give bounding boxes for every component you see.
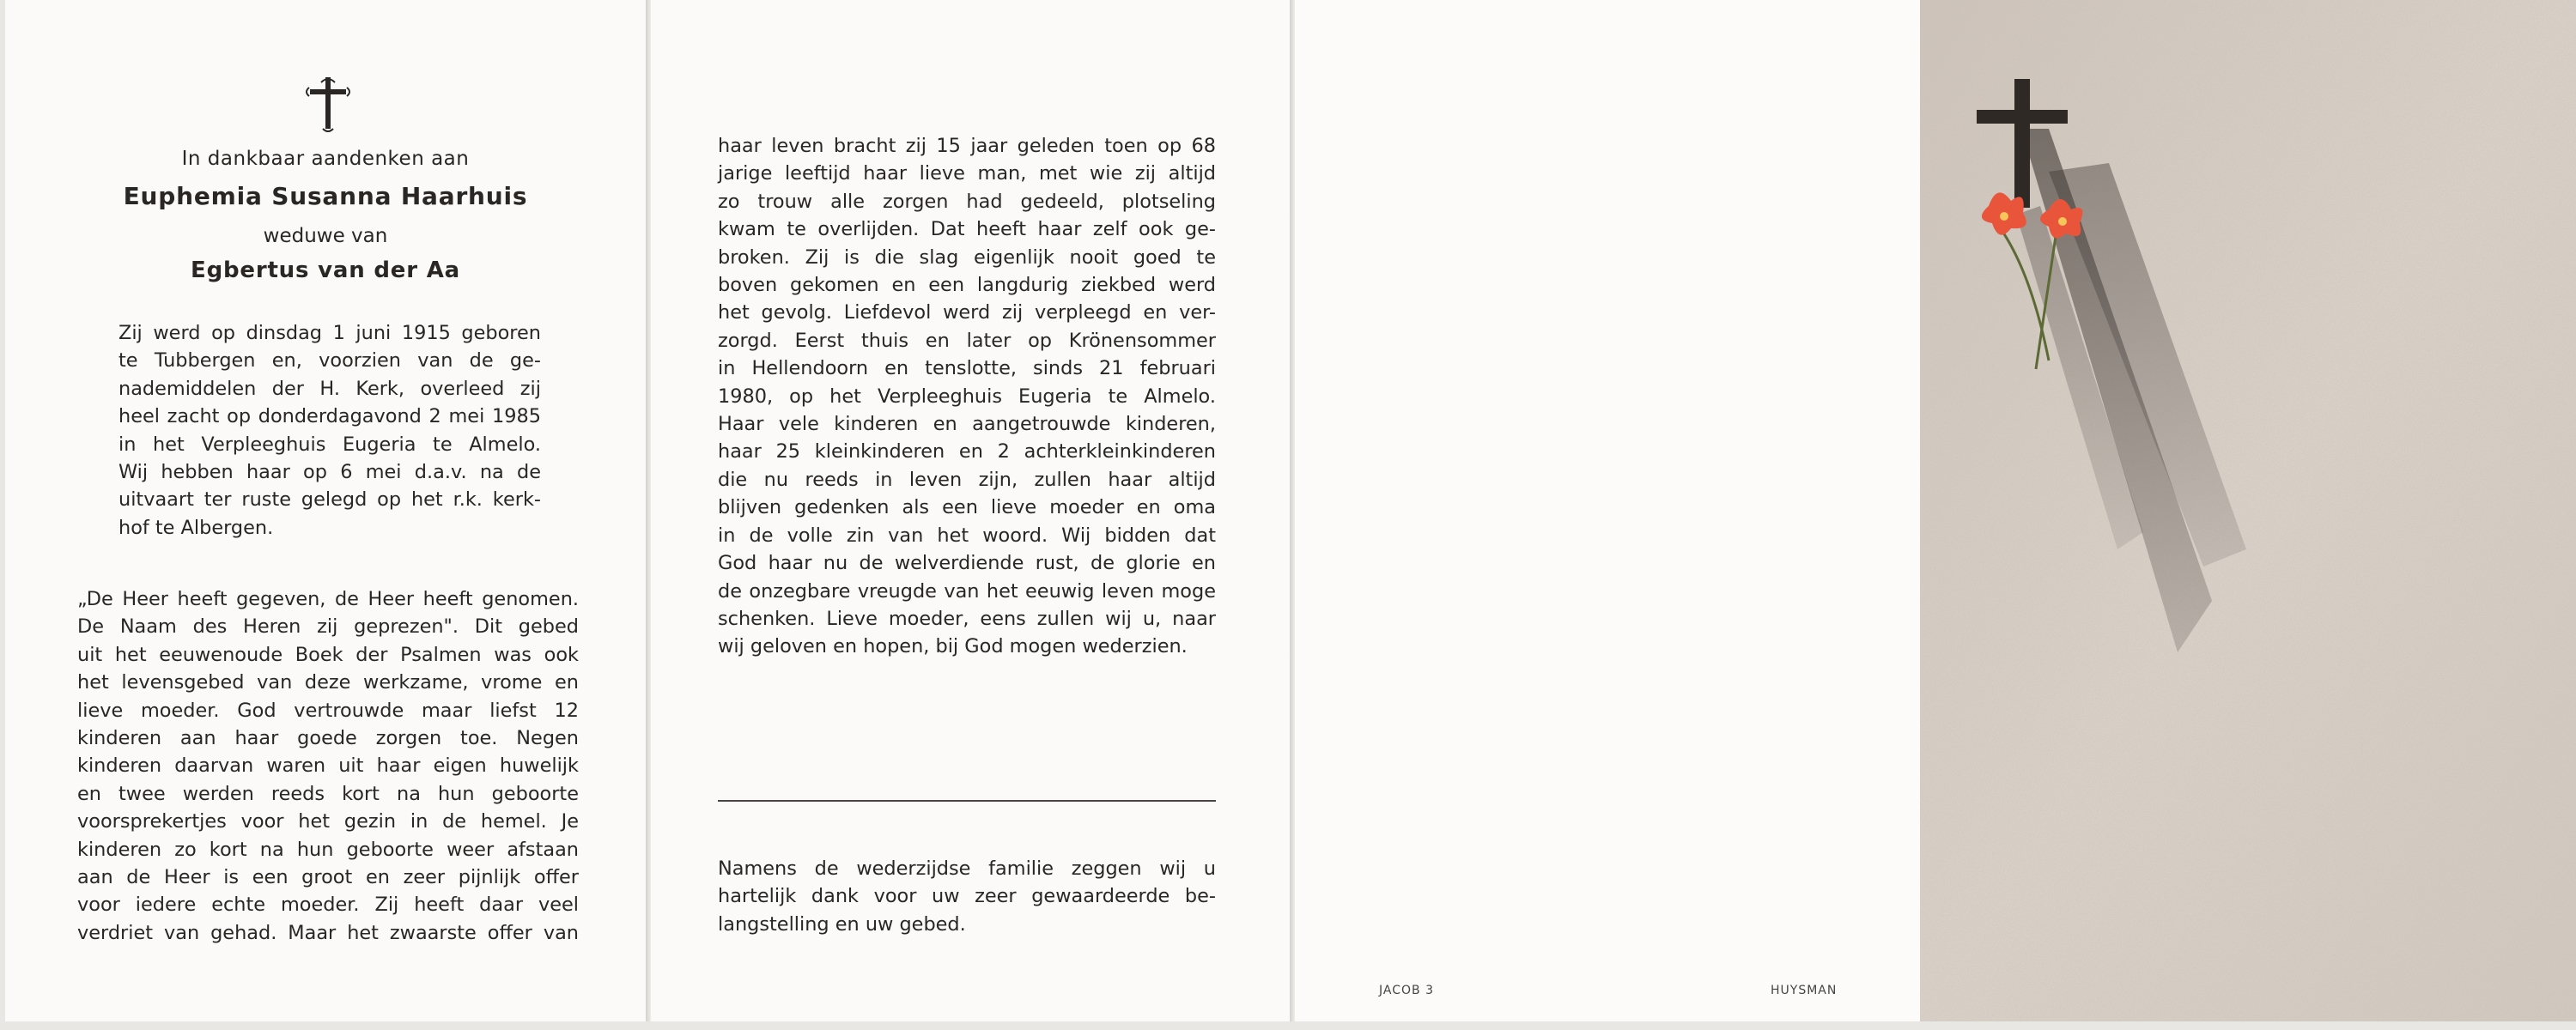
- psalm-line: kinderen daarvan waren uit haar eigen huwelijk: [77, 754, 579, 778]
- psalm-line: verdriet van gehad. Maar het zwaarste offer van: [77, 921, 579, 944]
- bio-line: Wij hebben haar op 6 mei d.a.v. na de: [118, 461, 541, 484]
- card-panel-photo: [1920, 0, 2576, 1021]
- text-line: zorgd. Eerst thuis en later op Krönensommer: [718, 329, 1216, 352]
- text-line: schenken. Lieve moeder, eens zullen wij u, naar: [718, 607, 1216, 630]
- psalm-line: kinderen zo kort na hun geboorte weer afstaan: [77, 838, 579, 861]
- thanks-line: Namens de wederzijdse familie zeggen wij u: [718, 857, 1216, 880]
- bio-line: Zij werd op dinsdag 1 juni 1915 geboren: [118, 322, 541, 344]
- text-line: jarige leeftijd haar lieve man, met wie zij altijd: [718, 162, 1216, 185]
- divider-line: [718, 800, 1216, 802]
- thanks-text: [718, 855, 1216, 938]
- thanks-line: hartelijk dank voor uw zeer gewaardeerde be-: [718, 885, 1216, 908]
- text-line: in Hellendoorn en tenslotte, sinds 21 februari: [718, 357, 1216, 380]
- text-line: God haar nu de welverdiende rust, de glorie en: [718, 552, 1216, 575]
- psalm-line: „De Heer heeft gegeven, de Heer heeft genomen.: [77, 588, 579, 610]
- credit-right: HUYSMAN: [1771, 984, 1838, 997]
- text-line: kwam te overlijden. Dat heeft haar zelf ook ge-: [718, 218, 1216, 241]
- text-line: haar 25 kleinkinderen en 2 achterkleinkinderen: [718, 440, 1216, 464]
- text-line: zo trouw alle zorgen had gedeeld, plotseling: [718, 190, 1216, 213]
- deceased-name: Euphemia Susanna Haarhuis: [123, 182, 528, 210]
- bio-line: uitvaart ter ruste gelegd op het r.k. kerk-: [118, 488, 541, 512]
- card-panel-inside: [651, 0, 1290, 1021]
- text-line: het gevolg. Liefdevol werd zij verpleegd en ver-: [718, 301, 1216, 324]
- psalm-line: aan de Heer is een groot en zeer pijnlijk offer: [77, 866, 579, 889]
- psalm-line: en twee werden reeds kort na hun geboorte: [77, 782, 579, 805]
- wall-cross-photo: [1920, 0, 2576, 1021]
- text-line: wij geloven en hopen, bij God mogen wederzien.: [718, 635, 1188, 658]
- husband-name: Egbertus van der Aa: [191, 258, 460, 283]
- thanks-line: langstelling en uw gebed.: [718, 912, 966, 936]
- bio-line: in het Verpleeghuis Eugeria te Almelo.: [118, 433, 541, 456]
- psalm-line: De Naam des Heren zij geprezen". Dit gebed: [77, 615, 579, 639]
- card-panel-front: [5, 0, 646, 1021]
- continued-text: [718, 132, 1216, 661]
- text-line: de onzegbare vreugde van het eeuwig leven moge: [718, 579, 1216, 603]
- bio-line: heel zacht op donderdagavond 2 mei 1985: [118, 405, 541, 428]
- card-panel-back: [1295, 0, 1920, 1021]
- text-line: Haar vele kinderen en aangetrouwde kinderen,: [718, 413, 1216, 436]
- text-line: broken. Zij is die slag eigenlijk nooit goed te: [718, 245, 1216, 269]
- bio-line: nademiddelen der H. Kerk, overleed zij: [118, 377, 541, 400]
- psalm-line: kinderen aan haar goede zorgen toe. Negen: [77, 727, 579, 750]
- psalm-line: lieve moeder. God vertrouwde maar liefst 12: [77, 699, 579, 722]
- biography-text: [118, 319, 541, 542]
- credit-left: JACOB 3: [1379, 984, 1434, 997]
- cross-icon: [302, 74, 354, 132]
- psalm-line: uit het eeuwenoude Boek der Psalmen was ook: [77, 643, 579, 666]
- psalm-text: [77, 585, 579, 947]
- psalm-line: het levensgebed van deze werkzame, vrome en: [77, 671, 579, 694]
- psalm-line: voorsprekertjes voor het gezin in de hemel. Je: [77, 810, 579, 833]
- text-line: die nu reeds in leven zijn, zullen haar altijd: [718, 468, 1216, 491]
- text-line: blijven gedenken als een lieve moeder en oma: [718, 496, 1216, 519]
- widow-of-label: weduwe van: [263, 225, 388, 247]
- text-line: in de volle zin van het woord. Wij bidden dat: [718, 524, 1216, 547]
- text-line: 1980, op het Verpleeghuis Eugeria te Almelo.: [718, 385, 1216, 408]
- text-line: boven gekomen en een langdurig ziekbed werd: [718, 274, 1216, 297]
- memorial-intro: In dankbaar aandenken aan: [181, 148, 470, 170]
- text-line: haar leven bracht zij 15 jaar geleden toen op 68: [718, 135, 1216, 157]
- bio-line: te Tubbergen en, voorzien van de ge-: [118, 349, 541, 373]
- bio-line: hof te Albergen.: [118, 516, 274, 539]
- psalm-line: voor iedere echte moeder. Zij heeft daar veel: [77, 894, 579, 917]
